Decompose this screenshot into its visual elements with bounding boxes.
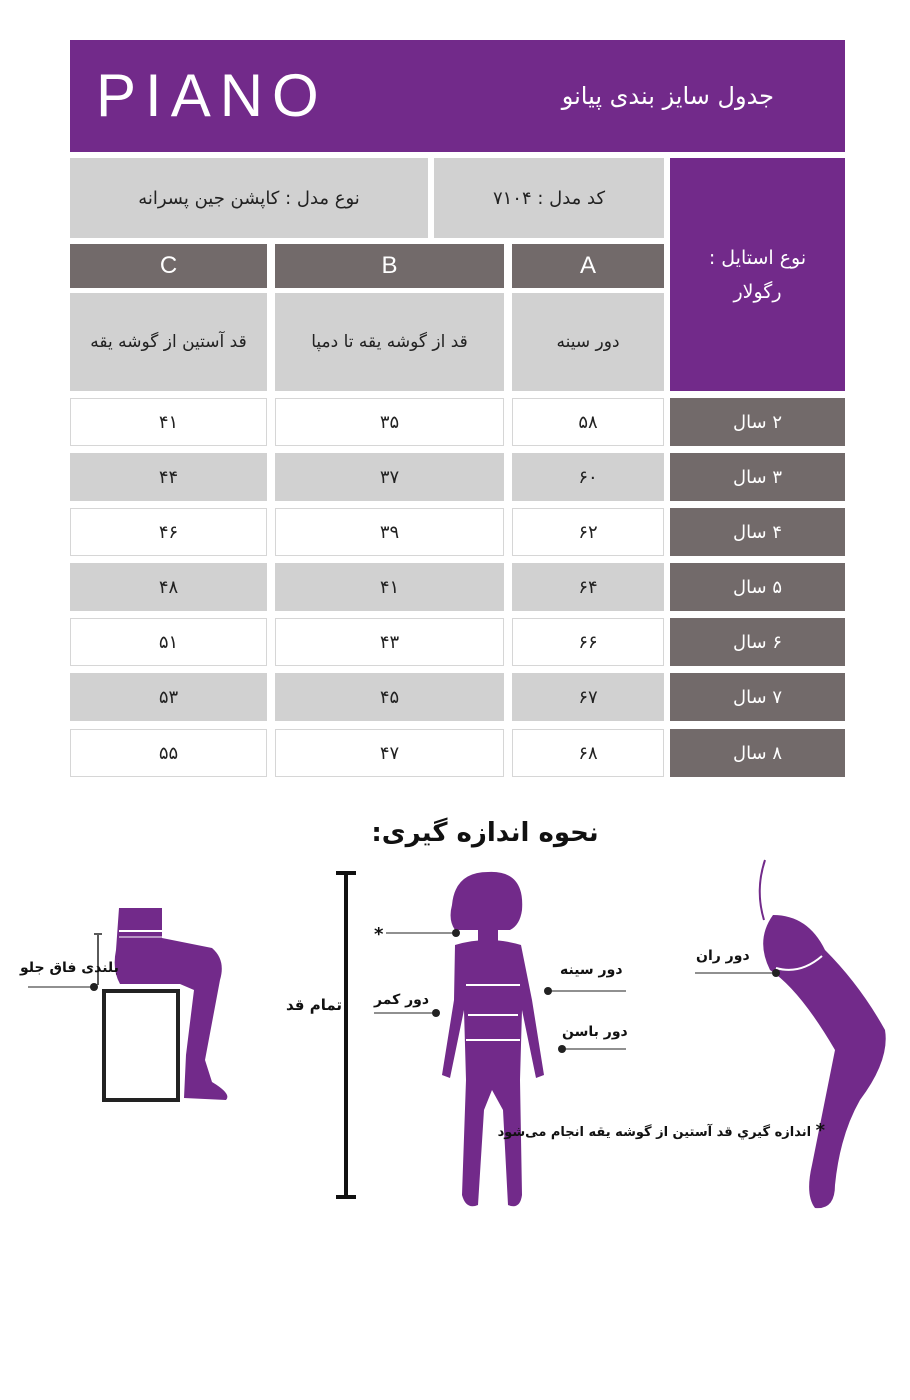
label-front-rise: بلندی فاق جلو (20, 960, 119, 976)
table-cell-b: ۳۵ (275, 398, 504, 446)
table-cell-a: ۶۸ (512, 729, 664, 777)
table-row-age: ۷ سال (670, 673, 845, 721)
model-type: نوع مدل : کاپشن جین پسرانه (70, 158, 428, 238)
label-star: * (374, 924, 384, 945)
table-row-age: ۲ سال (670, 398, 845, 446)
measurement-note (497, 1120, 825, 1141)
label-hip: دور باسن (562, 1024, 628, 1040)
table-cell-b: ۳۷ (275, 453, 504, 501)
label-thigh: دور ران (696, 948, 750, 964)
height-ruler-icon (336, 873, 356, 1197)
column-label-a: دور سینه (512, 293, 664, 391)
table-row-age: ۵ سال (670, 563, 845, 611)
label-chest: دور سینه (560, 962, 623, 978)
column-label-c: قد آستین از گوشه یقه (70, 293, 267, 391)
label-waist: دور کمر (374, 992, 430, 1008)
table-cell-a: ۶۶ (512, 618, 664, 666)
table-row-age: ۳ سال (670, 453, 845, 501)
model-code: کد مدل : ۷۱۰۴ (434, 158, 664, 238)
leg-figure-icon (695, 860, 886, 1208)
label-full-height: تمام قد (286, 996, 343, 1014)
table-row-age: ۶ سال (670, 618, 845, 666)
style-label: نوع استایل : (708, 246, 807, 269)
table-cell-a: ۶۰ (512, 453, 664, 501)
table-cell-c: ۴۶ (70, 508, 267, 556)
page-title: جدول سایز بندی پیانو (561, 82, 774, 110)
table-cell-c: ۵۱ (70, 618, 267, 666)
table-row-age: ۴ سال (670, 508, 845, 556)
column-header-a: A (512, 244, 664, 288)
table-cell-c: ۵۳ (70, 673, 267, 721)
table-cell-c: ۴۸ (70, 563, 267, 611)
table-cell-a: ۵۸ (512, 398, 664, 446)
seated-figure-icon (28, 908, 227, 1100)
table-cell-c: ۵۵ (70, 729, 267, 777)
brand-logo: PIANO (96, 62, 328, 129)
table-cell-a: ۶۷ (512, 673, 664, 721)
measurement-title: نحوه اندازه گیری: (371, 818, 599, 848)
table-cell-b: ۴۵ (275, 673, 504, 721)
column-header-b: B (275, 244, 504, 288)
column-label-b: قد از گوشه یقه تا دمپا (275, 293, 504, 391)
note-text: اندازه گیري قد آستين از گوشه يقه انجام می‌شود (497, 1125, 812, 1140)
table-cell-a: ۶۲ (512, 508, 664, 556)
table-cell-b: ۴۳ (275, 618, 504, 666)
table-cell-b: ۴۱ (275, 563, 504, 611)
table-cell-b: ۴۷ (275, 729, 504, 777)
table-cell-a: ۶۴ (512, 563, 664, 611)
table-cell-c: ۴۴ (70, 453, 267, 501)
table-row-age: ۸ سال (670, 729, 845, 777)
table-cell-c: ۴۱ (70, 398, 267, 446)
table-cell-b: ۳۹ (275, 508, 504, 556)
column-header-c: C (70, 244, 267, 288)
style-value: رگولار (733, 280, 782, 303)
note-star: * (815, 1120, 825, 1141)
